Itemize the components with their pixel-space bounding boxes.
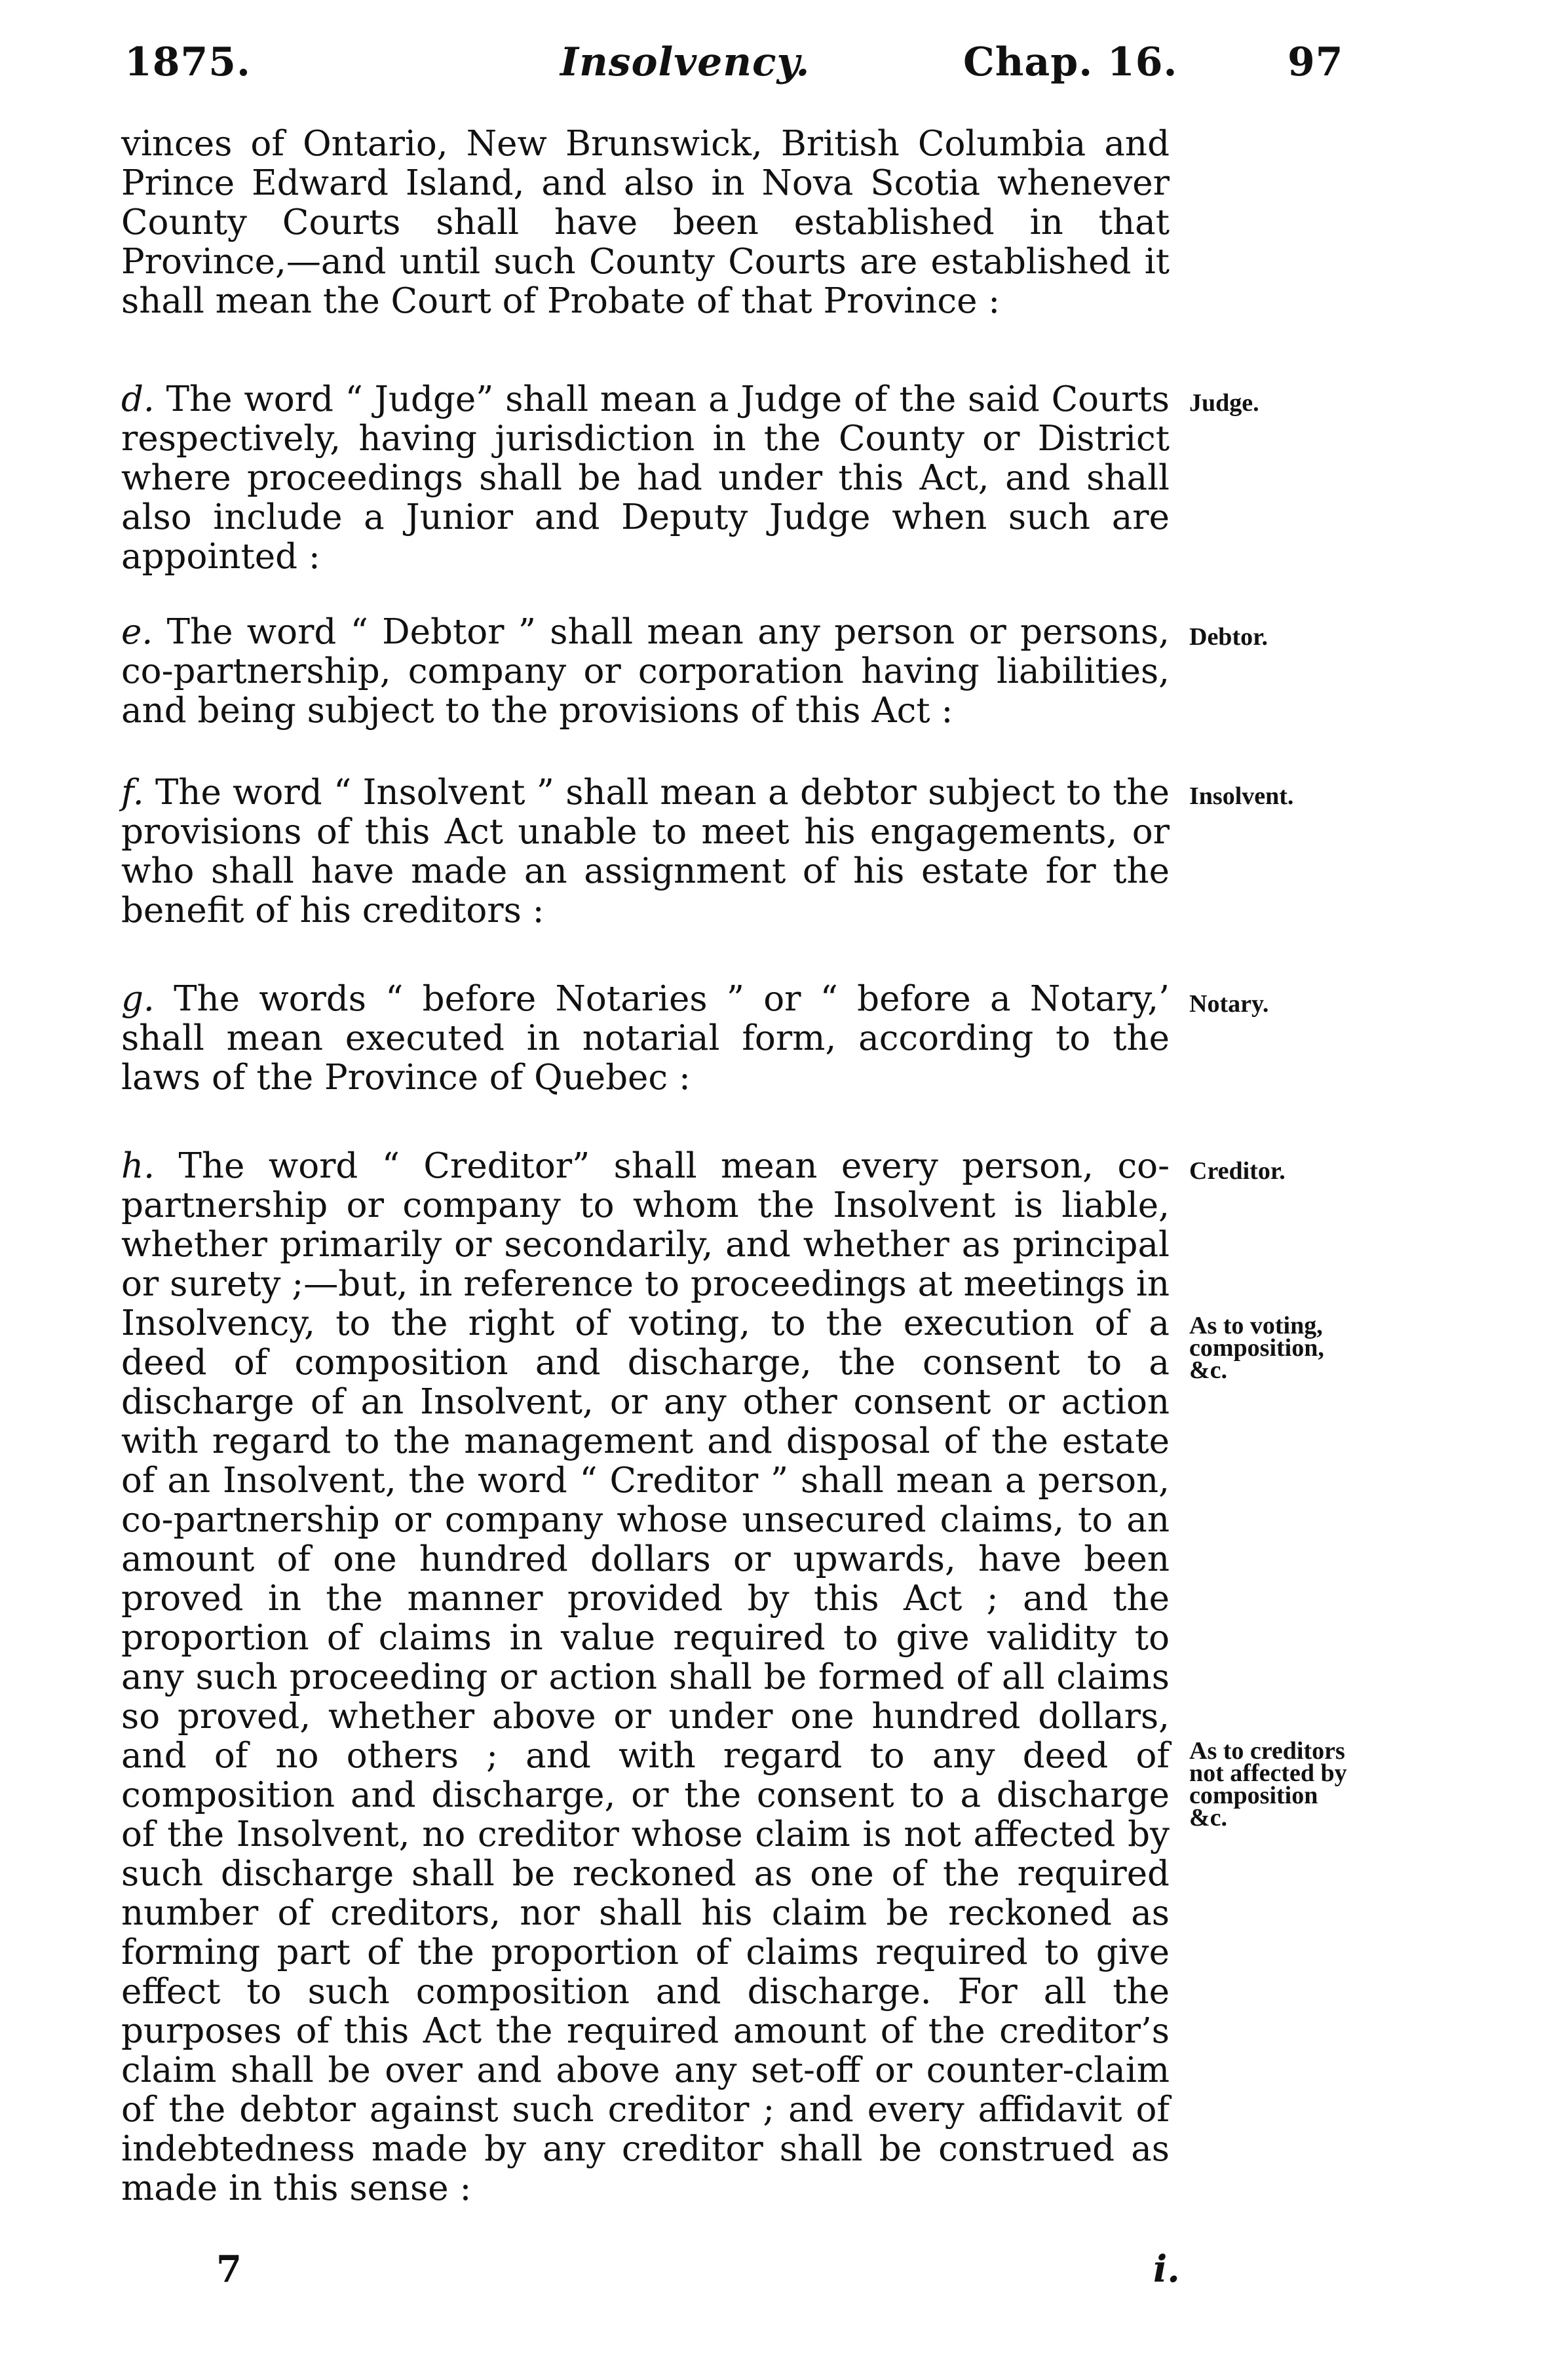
paragraph-letter: d.	[121, 379, 155, 419]
margin-note-notary: Notary.	[1189, 990, 1269, 1018]
page-number: 97	[1288, 39, 1344, 85]
paragraph-letter: h.	[121, 1146, 155, 1186]
margin-note-creditors-not-affected: As to creditors not affected by composition &c.	[1189, 1737, 1347, 1832]
paragraph-text: The word “ Creditor” shall mean every person, co-partnership or company to whom the Insolvent is liable, whether primarily or secondarily, and whether as principal or surety ;—but, in reference to proceedings at meetings in Insolvency, to the right of voting, to the execution of a deed of composition and discharge, the consent to a discharge of an Insolvent, or any other consent or action with regard to the management and disposal of the estate of an Insolvent, the word “ Creditor ” shall mean a person, co-partnership or company whose unsecured claims, to an amount of one hundred dollars or upwards, have been proved in the manner provided by this Act ; and the proportion of claims in value required to give validity to any such proceeding or action shall be formed of all claims so proved, whether above or under one hundred dollars, and of no others ; and with regard to any deed of composition and discharge, or the consent to a discharge of the Insolvent, no creditor whose claim is not affected by such discharge shall be reckoned as one of the required number of creditors, nor shall his claim be reckoned as forming part of the proportion of claims required to give effect to such composition and discharge. For all the purposes of this Act the required amount of the creditor’s claim shall be over and above any set-off or counter-claim of the debtor against such creditor ; and every affidavit of indebtedness made by any creditor shall be construed as made in this sense :	[121, 1146, 1170, 2208]
header-title: Insolvency.	[560, 39, 811, 85]
catchword: i.	[1153, 2248, 1180, 2291]
paragraph-text: vinces of Ontario, New Brunswick, British Columbia and Prince Edward Island, and also in Nova Scotia whenever County Courts shall have been established in that Province,—and until such County Courts are established it shall mean the Court of Probate of that Province :	[121, 124, 1170, 321]
margin-note-judge: Judge.	[1189, 389, 1259, 417]
paragraph-text: The word “ Debtor ” shall mean any person or persons, co-partnership, company or corporation having liabilities, and being subject to the provisions of this Act :	[121, 612, 1170, 731]
margin-note-voting: As to voting, composition, &c.	[1189, 1312, 1324, 1384]
margin-note-debtor: Debtor.	[1189, 623, 1268, 651]
paragraph-d	[121, 380, 1170, 577]
paragraph-e	[121, 613, 1170, 731]
paragraph-continuation	[121, 125, 1170, 321]
paragraph-letter: f.	[121, 773, 144, 813]
paragraph-text: The words “ before Notaries ” or “ before a Notary,’ shall mean executed in notarial form, according to the laws of the Province of Quebec :	[121, 979, 1170, 1098]
signature-mark: 7	[216, 2248, 242, 2291]
paragraph-letter: e.	[121, 612, 153, 652]
paragraph-g	[121, 980, 1170, 1098]
header-year: 1875.	[124, 39, 251, 85]
paragraph-text: The word “ Insolvent ” shall mean a debtor subject to the provisions of this Act unable to meet his engagements, or who shall have made an assignment of his estate for the benefit of his creditors :	[121, 773, 1170, 931]
paragraph-f	[121, 773, 1170, 931]
paragraph-letter: g.	[121, 979, 155, 1019]
margin-note-insolvent: Insolvent.	[1189, 782, 1294, 810]
header-chapter: Chap. 16.	[963, 39, 1178, 85]
margin-note-creditor: Creditor.	[1189, 1157, 1286, 1185]
paragraph-h	[121, 1147, 1170, 2208]
paragraph-text: The word “ Judge” shall mean a Judge of the said Courts respectively, having jurisdiction in the County or District where proceedings shall be had under this Act, and shall also include a Junior and Deputy Judge when such are appointed :	[121, 379, 1170, 577]
